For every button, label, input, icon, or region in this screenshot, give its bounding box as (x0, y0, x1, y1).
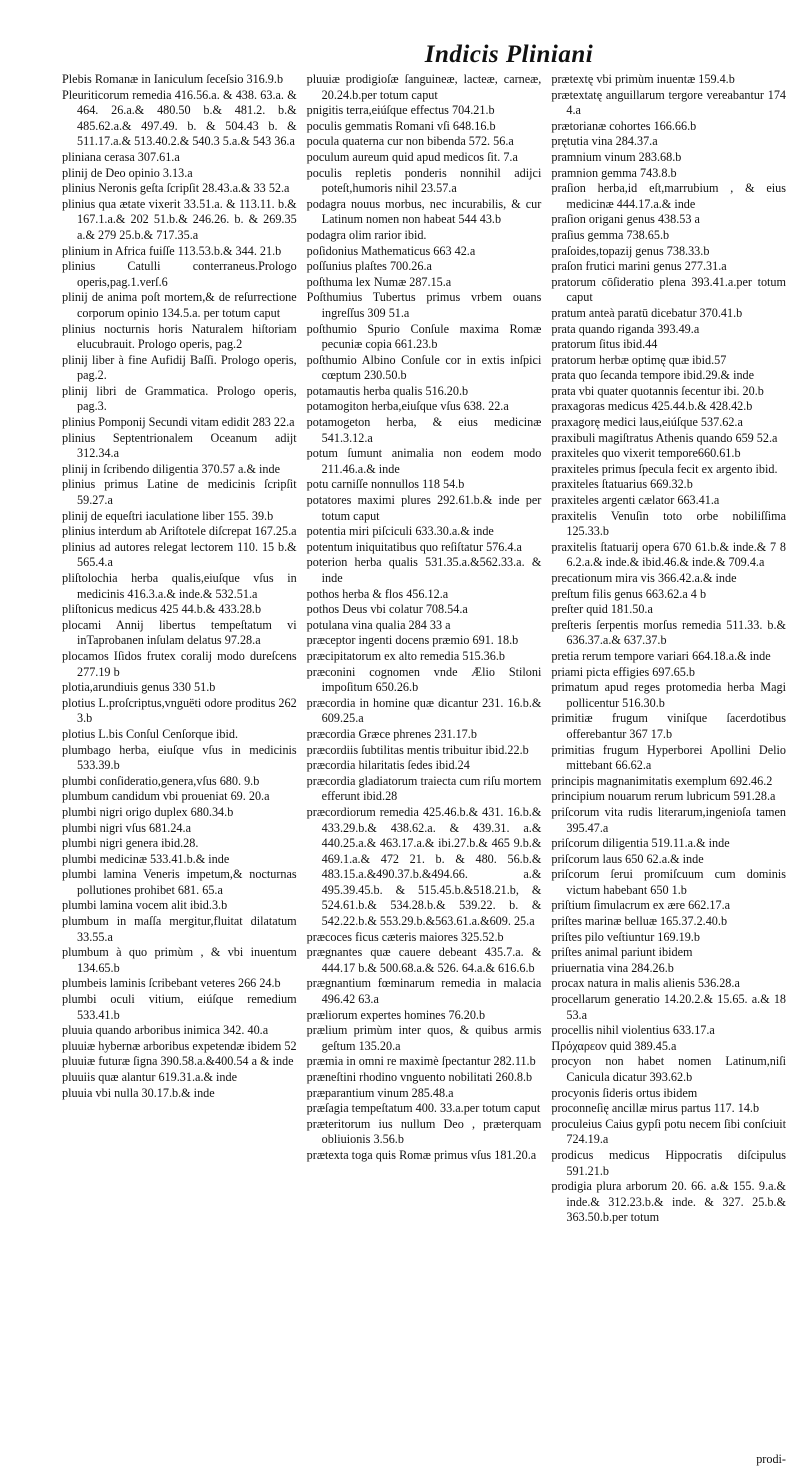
index-entry: potulana vina qualia 284 33 a (306, 617, 451, 632)
index-entry: preſtum filis genus 663.62.a 4 b (551, 586, 707, 601)
index-entry: praſius gemma 738.65.b (551, 227, 670, 242)
index-entry: plinius Septentrionalem Oceanum adijt 312.34.a (62, 430, 297, 461)
index-entry: Pleuriticorum remedia 416.56.a. & 438. 63.a. & 464. 26.a.& 480.50 b.& 481.2. b.& 485.62.a.& 497.49. b. & 504.43 b. & 511.17.a.& 513.40.2.& 540.3 5.a.& 543 36.a (62, 87, 297, 149)
index-entry: poſſunius plaſtes 700.26.a (306, 259, 432, 274)
index-entry: procyonis ſideris ortus ibidem (551, 1085, 698, 1100)
index-entry: pramnion gemma 743.8.b (551, 165, 677, 180)
index-entry: præcordia hilaritatis ſedes ibid.24 (306, 758, 470, 773)
index-entry: praxibuli magiſtratus Athenis quando 659 52.a (551, 430, 778, 445)
index-entry: praxiteles quo vixerit tempore660.61.b (551, 446, 741, 461)
index-entry: pramnium vinum 283.68.b (551, 149, 682, 164)
index-entry: plinij de anima poſt mortem,& de reſurrectione corporum opinio 134.5.a. per totum caput (62, 290, 297, 320)
index-entry: poculis gemmatis Romani vſi 648.16.b (306, 118, 496, 133)
index-entry: plinius Catulli conterraneus.Prologo operis,pag.1.verſ.6 (62, 259, 297, 289)
index-entry: priſtium ſimulacrum ex ære 662.17.a (551, 898, 731, 913)
index-entry: primitias frugum Hyperborei Apollini Delio mittebant 66.62.a (551, 742, 787, 773)
index-entry: plinij de Deo opinio 3.13.a (62, 165, 193, 180)
index-entry: Πρόχαρεον quid 389.45.a (551, 1038, 677, 1053)
index-entry: pluuiæ prodigioſæ ſanguineæ, lacteæ, carneæ, 20.24.b.per totum caput (306, 72, 542, 102)
index-entry: principis magnanimitatis exemplum 692.46.2 (551, 773, 773, 788)
index-entry: plinius qua ætate vixerit 33.51.a. & 113.11. b.& 167.1.a.& 202 51.b.& 246.26. b. & 269.35 a.& 279 25.b.& 717.35.a (62, 196, 297, 242)
index-entry: plumbi nigri vſus 681.24.a (62, 820, 191, 835)
index-entry: plumbum in maſſa mergitur,fluitat dilatatum 33.55.a (62, 914, 297, 944)
index-entry: plinium in Africa fuiſſe 113.53.b.& 344. 21.b (62, 243, 282, 258)
index-entry: plumbi nigri genera ibid.28. (62, 836, 199, 851)
index-entry: prægnantium fœminarum remedia in malacia 496.42 63.a (306, 976, 542, 1007)
index-entry: plumbi medicinæ 533.41.b.& inde (62, 851, 230, 866)
index-entry: præcipitatorum ex alto remedia 515.36.b (306, 648, 506, 663)
index-entry: pluuia quando arboribus inimica 342. 40.a (62, 1023, 269, 1038)
index-entry: plinius nocturnis horis Naturalem hiſtoriam elucubrauit. Prologo operis, pag.2 (62, 321, 297, 352)
index-entry: priſcorum laus 650 62.a.& inde (551, 851, 704, 866)
index-entry: plinius interdum ab Ariſtotele diſcrepat 167.25.a (62, 524, 297, 539)
index-entry: procyon non habet nomen Latinum,niſi Canicula dicatur 393.62.b (551, 1054, 787, 1084)
running-head: Indicis Pliniani (424, 41, 594, 68)
index-entry: plinij in ſcribendo diligentia 370.57 a.& inde (62, 461, 280, 476)
index-entry: poſthumio Spurio Conſule maxima Romæ pecuniæ copia 661.23.b (306, 321, 542, 352)
index-entry: plumbi lamina Veneris impetum,& nocturnas pollutiones prohibet 681. 65.a (62, 867, 297, 897)
index-entry: prata quando riganda 393.49.a (551, 321, 700, 336)
index-entry: pluuiis quæ alantur 619.31.a.& inde (62, 1070, 238, 1084)
index-entry: plumbago herba, eiuſque vſus in medicinis 533.39.b (62, 742, 297, 773)
index-entry: pliſtolochia herba qualis,eiuſque vſus in medicinis 416.3.a.& inde.& 532.51.a (62, 571, 297, 601)
index-entry: potu carniſſe nonnullos 118 54.b (306, 477, 465, 492)
index-entry: prętutia vina 284.37.a (551, 134, 658, 149)
index-entry: plinius Neronis geſta ſcripſit 28.43.a.& 33 52.a (62, 181, 290, 196)
index-entry: plinius primus Latine de medicinis ſcripſit 59.27.a (62, 477, 297, 508)
index-entry: precationum mira vis 366.42.a.& inde (551, 571, 737, 585)
index-entry: potatores maximi plures 292.61.b.& inde per totum caput (306, 493, 542, 523)
index-entry: praxiteles ſtatuarius 669.32.b (551, 477, 693, 492)
column-left (62, 72, 297, 1226)
index-entry: preſter quid 181.50.a (551, 602, 653, 617)
index-entry: plinius ad autores relegat lectorem 110. 15 b.& 565.4.a (62, 539, 297, 570)
index-entry: præcordia in homine quæ dicantur 231. 16.b.& 609.25.a (306, 695, 542, 726)
index-entry: plotia,arundiuis genus 330 51.b (62, 680, 216, 695)
index-entry: prata quo ſecanda tempore ibid.29.& inde (551, 368, 755, 383)
index-entry: proconneſię ancillæ mirus partus 117. 14.b (551, 1101, 760, 1116)
index-entry: poſthumio Albino Conſule cor in extis inſpici cœptum 230.50.b (306, 352, 542, 383)
index-entry: pocula quaterna cur non bibenda 572. 56.a (306, 134, 514, 149)
index-entry: prætextatę anguillarum tergore vereabantur 174 4.a (551, 87, 787, 118)
index-entry: pliniana cerasa 307.61.a (62, 149, 180, 164)
index-entry: pratorum herbæ optimę quæ ibid.57 (551, 352, 727, 367)
index-entry: præceptor ingenti docens præmio 691. 18.b (306, 633, 519, 648)
index-entry: priſtes pilo veſtiuntur 169.19.b (551, 929, 700, 944)
index-entry: potamautis herba qualis 516.20.b (306, 383, 469, 398)
index-entry: potentia miri piſciculi 633.30.a.& inde (306, 524, 494, 539)
index-entry: plumbum à quo primùm , & vbi inuentum 134.65.b (62, 945, 297, 975)
index-entry: plocamos Iſidos frutex coralij modo dureſcens 277.19 b (62, 648, 297, 679)
index-entry: præcordiorum remedia 425.46.b.& 431. 16.b.& 433.29.b.& 438.62.a. & 439.31. a.& 440.25.a.& 463.17.a.& ibi.27.b.& 465 9.b.& 469.1.a.& 472 21. b. & 480. 56.b.& 483.15.a.&490.37.b.&494.66. a.& 495.39.45.b. & 515.45.b.&518.21.b, & 524.61.b.& 534.28.b.& 539.22. b. & 542.22.b.& 553.29.b.&563.61.a.&609. 25.a (306, 804, 542, 929)
index-entry: prata vbi quater quotannis ſecentur ibi. 20.b (551, 383, 764, 398)
index-entry: Poſthumius Tubertus primus vrbem ouans ingreſſus 309 51.a (306, 290, 542, 320)
index-entry: pnigitis terra,eiúſque effectus 704.21.b (306, 103, 495, 118)
index-entry: praxagoras medicus 425.44.b.& 428.42.b (551, 399, 753, 414)
index-entry: plumbi conſideratio,genera,vſus 680. 9.b (62, 773, 260, 788)
index-entry: plumbi nigri origo duplex 680.34.b (62, 804, 234, 819)
index-entry: pothos herba & flos 456.12.a (306, 586, 449, 601)
index-entry: primitiæ frugum viniſque ſacerdotibus offerebantur 367 17.b (551, 711, 787, 741)
index-entry: pretia rerum tempore variari 664.18.a.& inde (551, 648, 771, 663)
index-entry: podagra nouus morbus, nec incurabilis, & cur Latinum nomen non habeat 544 43.b (306, 196, 542, 227)
index-entry: plumbi oculi vitium, eiúſque remedium 533.41.b (62, 992, 297, 1022)
index-entry: praſoides,topazij genus 738.33.b (551, 243, 710, 258)
index-entry: poterion herba qualis 531.35.a.&562.33.a. & inde (306, 555, 542, 585)
index-entry: priami picta effigies 697.65.b (551, 664, 695, 679)
index-entry: praxagorę medici laus,eiúſque 537.62.a (551, 415, 743, 430)
index-entry: praſon frutici marini genus 277.31.a (551, 259, 727, 274)
index-entry: pluuia vbi nulla 30.17.b.& inde (62, 1085, 215, 1100)
index-entry: priſcorum diligentia 519.11.a.& inde (551, 836, 730, 851)
catchword: prodi- (756, 1452, 786, 1466)
index-columns (62, 72, 786, 1226)
index-entry: præcoces ficus cæteris maiores 325.52.b (306, 929, 504, 944)
index-entry: pothos Deus vbi colatur 708.54.a (306, 602, 468, 617)
index-entry: Plebis Romanæ in Ianiculum ſeceſsio 316.9.b (62, 72, 284, 86)
index-entry: præmia in omni re maximè ſpectantur 282.11.b (306, 1054, 536, 1069)
index-entry: pratorum ſitus ibid.44 (551, 337, 658, 352)
index-entry: prætorianæ cohortes 166.66.b (551, 118, 697, 133)
index-entry: pluuiæ hybernæ arboribus expetendæ ibidem 52 (62, 1038, 297, 1053)
index-entry: pliſtonicus medicus 425 44.b.& 433.28.b (62, 602, 262, 617)
index-entry: præconini cognomen vnde Ælio Stiloni impoſitum 650.26.b (306, 664, 542, 695)
index-entry: præcordia gladiatorum traiecta cum riſu mortem efferunt ibid.28 (306, 773, 542, 804)
index-entry: praxitelis ſtatuarij opera 670 61.b.& inde.& 7 8 6.2.a.& inde.& ibid.46.& inde.& 709.4.a (551, 539, 787, 570)
index-entry: plumbi lamina vocem alit ibid.3.b (62, 898, 228, 913)
column-middle (307, 72, 542, 1226)
index-entry: plinij liber à fine Aufidij Baſſi. Prologo operis, pag.2. (62, 352, 297, 383)
index-entry: prodicus medicus Hippocratis diſcipulus 591.21.b (551, 1147, 787, 1178)
index-entry: poſthuma lex Numæ 287.15.a (306, 274, 452, 289)
index-entry: potum ſumunt animalia non eodem modo 211.46.a.& inde (306, 446, 542, 476)
index-entry: plumbum candidum vbi proueniat 69. 20.a (62, 789, 270, 804)
index-entry: præcordiis ſubtilitas mentis tribuitur ibid.22.b (306, 742, 529, 757)
column-right (551, 72, 786, 1226)
index-entry: priſtes marinæ belluæ 165.37.2.40.b (551, 914, 728, 929)
index-entry: prætexta toga quis Romæ primus vſus 181.20.a (306, 1147, 537, 1162)
index-entry: primatum apud reges protomedia herba Magi pollicentur 516.30.b (551, 680, 787, 710)
index-entry: præparantium vinum 285.48.a (306, 1085, 454, 1100)
index-entry: preſteris ſerpentis morſus remedia 511.33. b.& 636.37.a.& 637.37.b (551, 617, 787, 648)
index-entry: priſcorum vita rudis literarum,ingenioſa tamen 395.47.a (551, 804, 787, 835)
index-entry: pluuiæ futuræ ſigna 390.58.a.&400.54 a & inde (62, 1054, 294, 1069)
index-entry: potamogeton herba, & eius medicinæ 541.3.12.a (306, 415, 542, 445)
index-entry: podagra olim rarior ibid. (306, 227, 427, 242)
index-entry: praxitelis Venuſin toto orbe nobiliſſima 125.33.b (551, 508, 787, 539)
index-entry: principium nouarum rerum lubricum 591.28.a (551, 789, 776, 804)
index-entry: plumbeis laminis ſcribebant veteres 266 24.b (62, 976, 281, 991)
index-entry: prægnantes quæ cauere debeant 435.7.a. & 444.17 b.& 500.68.a.& 526. 64.a.& 616.6.b (306, 945, 542, 975)
index-entry: praxiteles argenti cælator 663.41.a (551, 493, 720, 508)
index-entry: prodigia plura arborum 20. 66. a.& 155. 9.a.& inde.& 312.23.b.& inde. & 327. 25.b.& 363.50.b.per totum (551, 1179, 787, 1225)
index-entry: praſion herba,id eſt,marrubium , & eius medicinæ 444.17.a.& inde (551, 181, 787, 211)
index-entry: præcordia Græce phrenes 231.17.b (306, 726, 477, 741)
index-entry: proculeius Caius gypſi potu necem ſibi conſciuit 724.19.a (551, 1116, 787, 1147)
index-entry: poculum aureum quid apud medicos ſit. 7.a (306, 149, 518, 164)
index-entry: præſagia tempeſtatum 400. 33.a.per totum caput (306, 1101, 541, 1116)
index-entry: præliorum expertes homines 76.20.b (306, 1007, 486, 1022)
index-entry: potentum iniquitatibus quo reſiſtatur 576.4.a (306, 539, 522, 554)
index-entry: potamogiton herba,eiuſque vſus 638. 22.a (306, 399, 509, 414)
index-entry: plinij libri de Grammatica. Prologo operis, pag.3. (62, 383, 297, 414)
index-entry: plinius Pomponij Secundi vitam edidit 283 22.a (62, 415, 295, 430)
index-entry: plotius L.proſcriptus,vnguëti odore proditus 262 3.b (62, 695, 297, 726)
index-entry: procax natura in malis alienis 536.28.a (551, 976, 740, 991)
index-entry: prætextę vbi primùm inuentæ 159.4.b (551, 72, 735, 86)
index-entry: pratum anteà paratū dicebatur 370.41.b (551, 305, 743, 320)
index-entry: plotius L.bis Conſul Cenſorque ibid. (62, 726, 239, 741)
index-entry: procellarum generatio 14.20.2.& 15.65. a.& 18 53.a (551, 992, 787, 1022)
index-entry: praſion origani genus 438.53 a (551, 212, 700, 227)
index-entry: praxiteles primus ſpecula fecit ex argento ibid. (551, 461, 778, 476)
index-entry: pratorum cōſideratio plena 393.41.a.per totum caput (551, 274, 787, 305)
index-entry: poculis repletis ponderis nonnihil adijci poteſt,humoris nihil 23.57.a (306, 165, 542, 196)
index-entry: plocami Annij libertus tempeſtatum vi inTaprobanen inſulam delatus 97.28.a (62, 617, 297, 648)
index-entry: priuernatia vina 284.26.b (551, 960, 674, 975)
index-entry: procellis nihil violentius 633.17.a (551, 1023, 715, 1038)
index-entry: poſidonius Mathematicus 663 42.a (306, 243, 476, 258)
index-entry: præneſtini rhodino vnguento nobilitati 260.8.b (306, 1070, 533, 1084)
index-entry: præteritorum ius nullum Deo , præterquam obliuionis 3.56.b (306, 1116, 542, 1147)
index-entry: prælium primùm inter quos, & quibus armis geſtum 135.20.a (306, 1023, 542, 1053)
index-entry: priſcorum ſerui promiſcuum cum dominis victum habebant 650 1.b (551, 867, 787, 897)
index-entry: priſtes animal pariunt ibidem (551, 945, 693, 960)
index-entry: plinij de equeſtri iaculatione liber 155. 39.b (62, 508, 274, 523)
